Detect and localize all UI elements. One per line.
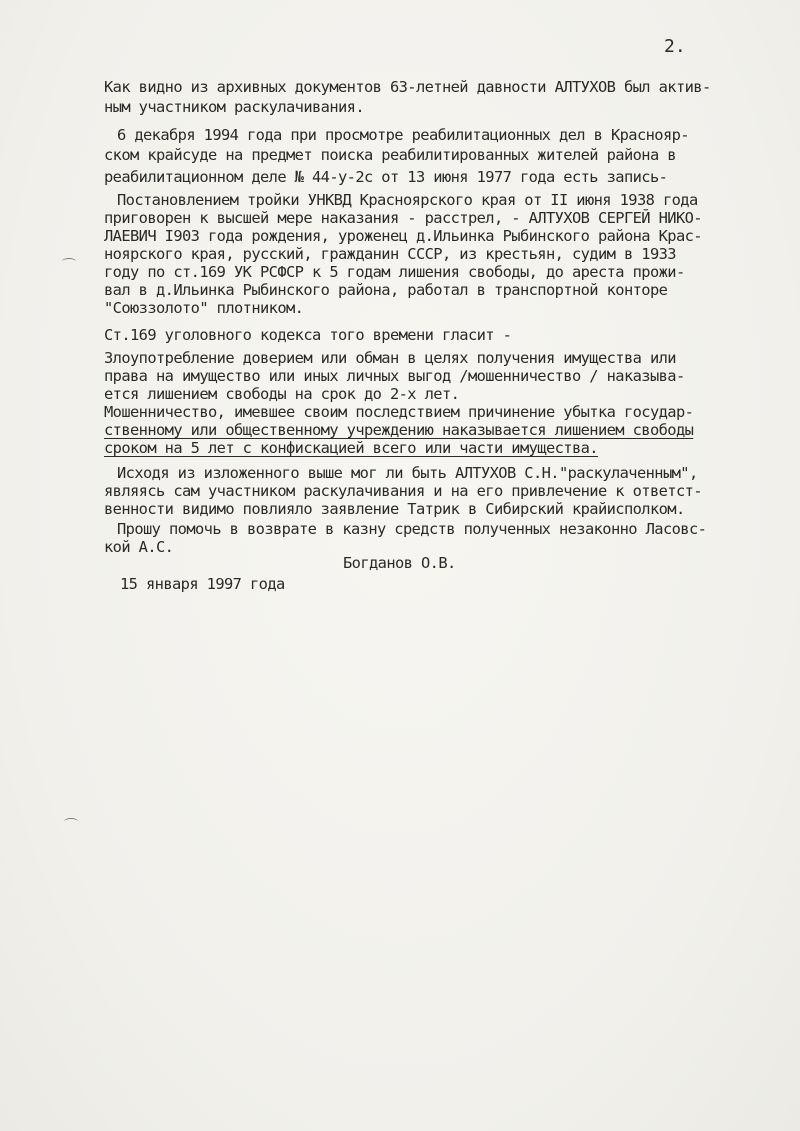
- paragraph-7-line-1: Прошу помочь в возврате в казну средств полученных незаконно Ласовс-: [117, 520, 707, 538]
- paragraph-1-line-2: ным участником раскулачивания.: [104, 98, 364, 116]
- paragraph-5-line-6: сроком на 5 лет с конфискацией всего или части имущества.: [104, 439, 598, 457]
- document-date: 15 января 1997 года: [120, 575, 285, 593]
- paragraph-3-line-4: ноярского края, русский, гражданин СССР, из крестьян, судим в 1933: [104, 245, 676, 263]
- paragraph-5-line-5: ственному или общественному учреждению наказывается лишением свободы: [104, 421, 694, 439]
- paragraph-5-line-3: ется лишением свободы на срок до 2-х лет.: [104, 385, 460, 403]
- paragraph-3-line-7: "Союззолото" плотником.: [104, 299, 304, 317]
- paragraph-6-line-2: являясь сам участником раскулачивания и на его привлечение к ответст-: [104, 482, 702, 500]
- paragraph-3-line-1: Постановлением тройки УНКВД Красноярского края от II июня 1938 года: [117, 191, 698, 209]
- paragraph-2-line-2: ском крайсуде на предмет поиска реабилитированных жителей района в: [104, 146, 676, 164]
- paragraph-5-line-1: Злоупотребление доверием или обман в целях получения имущества или: [104, 349, 676, 367]
- paragraph-5-line-4: Мошенничество, имевшее своим последствием причинение убытка государ-: [104, 403, 694, 421]
- paragraph-3-line-5: году по ст.169 УК РСФСР к 5 годам лишения свободы, до ареста прожи-: [104, 263, 685, 281]
- paragraph-1-line-1: Как видно из архивных документов 63-летней давности АЛТУХОВ был актив-: [104, 78, 711, 96]
- paragraph-7-line-2: кой А.С.: [104, 538, 174, 556]
- paragraph-2-line-1: 6 декабря 1994 года при просмотре реабилитационных дел в Краснояр-: [117, 126, 689, 144]
- paragraph-3-line-6: вал в д.Ильинка Рыбинского района, работал в транспортной конторе: [104, 281, 668, 299]
- paragraph-2-line-3: реабилитационном деле № 44-у-2с от 13 июня 1977 года есть запись-: [104, 168, 668, 186]
- margin-mark-top: [62, 258, 76, 265]
- paragraph-3-line-3: ЛАЕВИЧ I903 года рождения, уроженец д.Ильинка Рыбинского района Крас-: [104, 227, 702, 245]
- paragraph-3-line-2: приговорен к высшей мере наказания - расстрел, - АЛТУХОВ СЕРГЕЙ НИКО-: [104, 209, 702, 227]
- paragraph-6-line-3: венности видимо повлияло заявление Татрик в Сибирский крайисполком.: [104, 500, 685, 518]
- paragraph-4-line-1: Ст.169 уголовного кодекса того времени гласит -: [104, 326, 512, 344]
- paragraph-5-line-2: права на имущество или иных личных выгод /мошенничество / наказыва-: [104, 367, 685, 385]
- page-number: 2.: [664, 36, 686, 57]
- signature: Богданов О.В.: [343, 554, 456, 572]
- paragraph-6-line-1: Исходя из изложенного выше мог ли быть АЛТУХОВ С.Н."раскулаченным",: [117, 464, 698, 482]
- margin-mark-bottom: [64, 818, 78, 825]
